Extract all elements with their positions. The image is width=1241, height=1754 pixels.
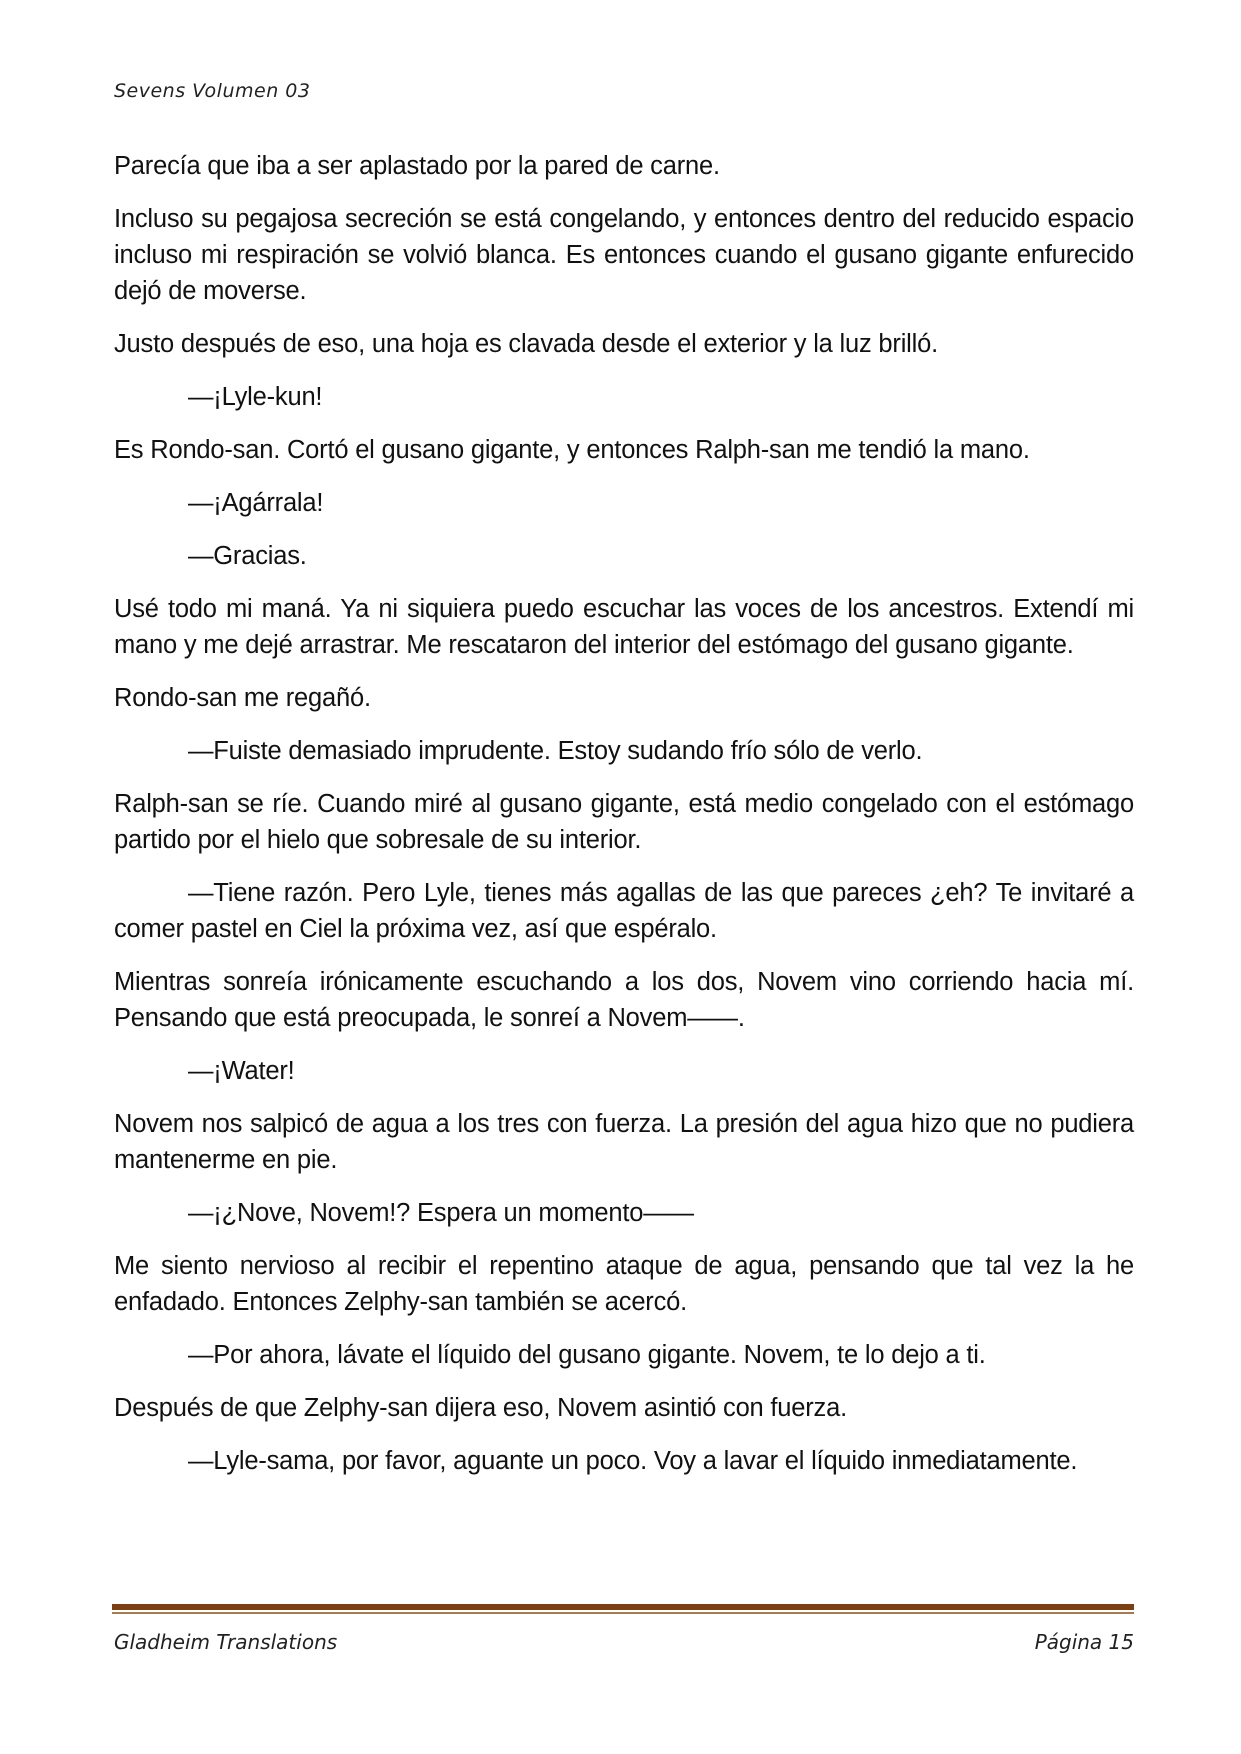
paragraph: Usé todo mi maná. Ya ni siquiera puedo escuchar las voces de los ancestros. Extendí mi mano y me dejé arrastrar. Me rescataron del interior del estómago del gusano gigante. bbox=[114, 595, 1134, 659]
dialogue-line: —Por ahora, lávate el líquido del gusano gigante. Novem, te lo dejo a ti. bbox=[188, 1341, 986, 1369]
paragraph: Mientras sonreía irónicamente escuchando a los dos, Novem vino corriendo hacia mí. Pensando que está preocupada, le sonreí a Novem——. bbox=[114, 968, 1134, 1032]
dialogue-line: —Tiene razón. Pero Lyle, tienes más agallas de las que pareces ¿eh? Te invitaré a comer pastel en Ciel la próxima vez, así que espéralo. bbox=[114, 879, 1134, 943]
page-footer bbox=[114, 1630, 1134, 1654]
page-number: Página 15 bbox=[1034, 1630, 1134, 1654]
paragraph: Es Rondo-san. Cortó el gusano gigante, y entonces Ralph-san me tendió la mano. bbox=[114, 436, 1030, 464]
paragraph: Después de que Zelphy-san dijera eso, Novem asintió con fuerza. bbox=[114, 1394, 847, 1422]
dialogue-line: —¡¿Nove, Novem!? Espera un momento—— bbox=[188, 1199, 694, 1227]
dialogue-line: —¡Agárrala! bbox=[188, 489, 324, 517]
footer-divider-thin bbox=[112, 1612, 1134, 1614]
paragraph: Ralph-san se ríe. Cuando miré al gusano gigante, está medio congelado con el estómago partido por el hielo que sobresale de su interior. bbox=[114, 790, 1134, 854]
dialogue-line: —Gracias. bbox=[188, 542, 307, 570]
paragraph: Novem nos salpicó de agua a los tres con fuerza. La presión del agua hizo que no pudiera mantenerme en pie. bbox=[114, 1110, 1134, 1174]
dialogue-line: —¡Lyle-kun! bbox=[188, 383, 323, 411]
page-header: Sevens Volumen 03 bbox=[114, 80, 311, 102]
paragraph: Parecía que iba a ser aplastado por la pared de carne. bbox=[114, 152, 720, 180]
footer-publisher: Gladheim Translations bbox=[114, 1630, 338, 1654]
paragraph: Me siento nervioso al recibir el repentino ataque de agua, pensando que tal vez la he enfadado. Entonces Zelphy-san también se acercó. bbox=[114, 1252, 1134, 1316]
paragraph: Incluso su pegajosa secreción se está congelando, y entonces dentro del reducido espacio incluso mi respiración se volvió blanca. Es entonces cuando el gusano gigante enfurecido dejó de moverse. bbox=[114, 205, 1134, 305]
paragraph: Justo después de eso, una hoja es clavada desde el exterior y la luz brilló. bbox=[114, 330, 938, 358]
paragraph: Rondo-san me regañó. bbox=[114, 684, 371, 712]
dialogue-line: —Lyle-sama, por favor, aguante un poco. Voy a lavar el líquido inmediatamente. bbox=[188, 1447, 1078, 1475]
document-body bbox=[114, 148, 1134, 1496]
footer-divider bbox=[112, 1604, 1134, 1614]
dialogue-line: —¡Water! bbox=[188, 1057, 295, 1085]
dialogue-line: —Fuiste demasiado imprudente. Estoy sudando frío sólo de verlo. bbox=[188, 737, 923, 765]
